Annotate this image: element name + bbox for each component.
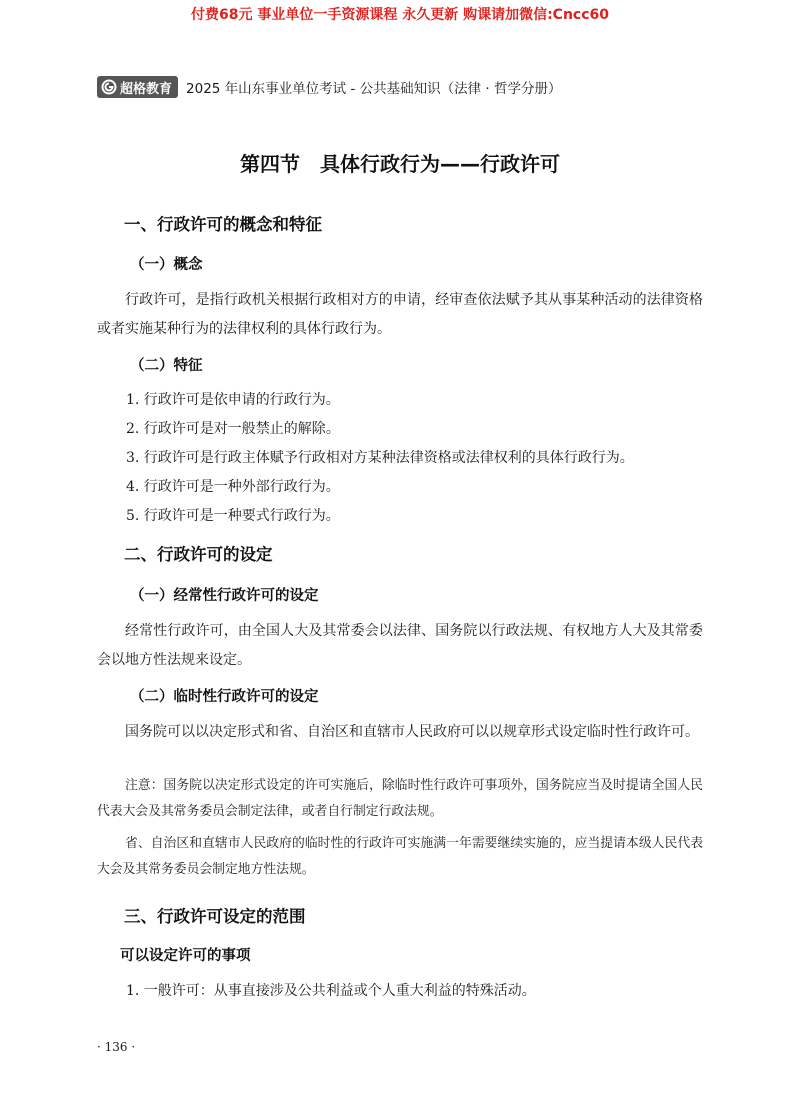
subheading-temporary-permit: （二）临时性行政许可的设定 [130, 689, 319, 705]
paragraph-concept: 行政许可，是指行政机关根据行政相对方的申请，经审查依法赋予其从事某种活动的法律资格或者实施某种行为的法律权利的具体行政行为。 [97, 292, 703, 337]
page-number: · 136 · [97, 1040, 136, 1054]
subheading-concept: （一）概念 [130, 257, 203, 273]
top-banner: 付费68元 事业单位一手资源课程 永久更新 购课请加微信:Cncc60 [190, 7, 610, 23]
header-title: 2025 年山东事业单位考试 - 公共基础知识（法律 · 哲学分册） [186, 81, 562, 97]
note-provincial: 省、自治区和直辖市人民政府的临时性的行政许可实施满一年需要继续实施的，应当提请本级人民代表大会及其常务委员会制定地方性法规。 [97, 836, 703, 877]
logo-text: 超格教育 [120, 81, 173, 97]
list-item: 5. 行政许可是一种要式行政行为。 [126, 508, 340, 524]
logo [97, 76, 178, 98]
paragraph-regular-permit: 经常性行政许可，由全国人大及其常委会以法律、国务院以行政法规、有权地方人大及其常委会以地方性法规来设定。 [97, 623, 703, 668]
heading-concept-features: 一、行政许可的概念和特征 [124, 215, 322, 234]
list-item: 1. 行政许可是依申请的行政行为。 [126, 392, 340, 408]
subheading-permit-matters: 可以设定许可的事项 [120, 948, 251, 964]
note-state-council: 注意：国务院以决定形式设定的许可实施后，除临时性行政许可事项外，国务院应当及时提请全国人民代表大会及其常务委员会制定法律，或者自行制定行政法规。 [97, 778, 703, 819]
page-header [97, 74, 717, 100]
list-item: 3. 行政许可是行政主体赋予行政相对方某种法律资格或法律权利的具体行政行为。 [126, 450, 634, 466]
subheading-features: （二）特征 [130, 358, 203, 374]
paragraph-temporary-permit: 国务院可以以决定形式和省、自治区和直辖市人民政府可以以规章形式设定临时性行政许可。 [125, 724, 699, 740]
section-title: 第四节 具体行政行为——行政许可 [240, 152, 560, 176]
heading-scope: 三、行政许可设定的范围 [124, 907, 306, 926]
list-item: 1. 一般许可：从事直接涉及公共利益或个人重大利益的特殊活动。 [126, 983, 536, 999]
list-item: 4. 行政许可是一种外部行政行为。 [126, 479, 340, 495]
subheading-regular-permit: （一）经常性行政许可的设定 [130, 588, 319, 604]
heading-setting: 二、行政许可的设定 [124, 545, 273, 564]
logo-icon [101, 79, 117, 95]
list-item: 2. 行政许可是对一般禁止的解除。 [126, 421, 340, 437]
